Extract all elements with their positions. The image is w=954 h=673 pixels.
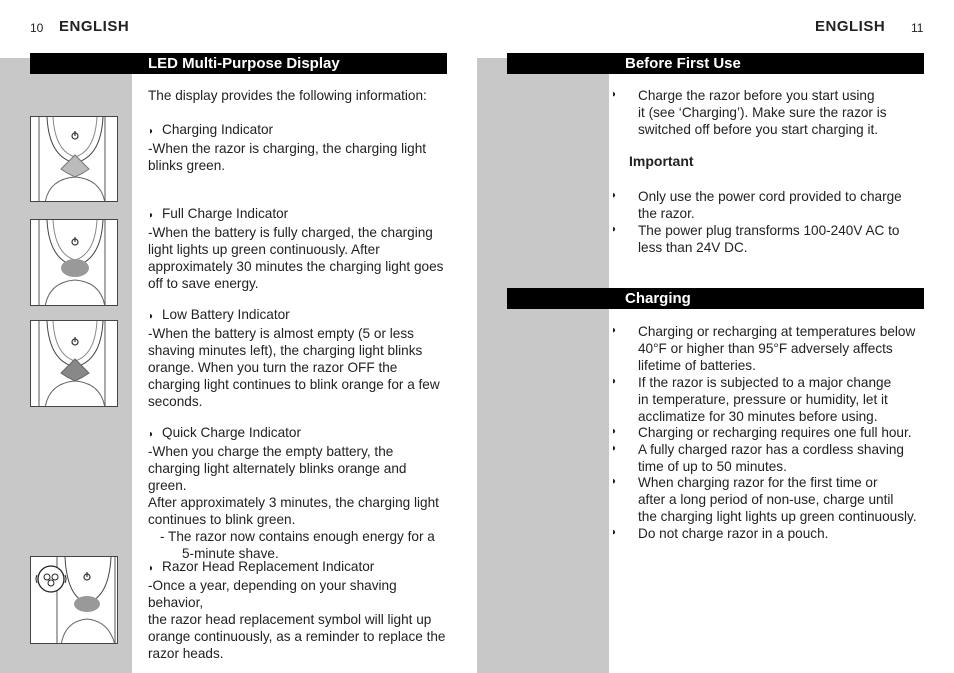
indicator-line: -Once a year, depending on your shaving behavior,	[148, 578, 397, 610]
indicator-subline: 5-minute shave.	[182, 546, 279, 561]
indicator-title: Quick Charge Indicator	[162, 425, 302, 440]
bullet-icon: ◗	[611, 376, 618, 387]
indicator-line: -When you charge the empty battery, the	[148, 444, 394, 459]
bullet-icon: ◗	[148, 210, 155, 221]
indicator-line: seconds.	[148, 394, 203, 409]
text-line: time of up to 50 minutes.	[638, 459, 787, 474]
full-charge-indicator-illustration	[30, 219, 118, 306]
charging-item	[638, 525, 938, 542]
power-icon	[72, 337, 78, 345]
bullet-icon: ◗	[611, 476, 618, 487]
bullet-icon: ◗	[611, 89, 618, 100]
text-line: When charging razor for the first time or	[638, 475, 878, 490]
charging-indicator-illustration	[30, 116, 118, 202]
indicator-line: -When the battery is almost empty (5 or less	[148, 326, 414, 341]
bullet-icon: ◗	[148, 429, 155, 440]
text-line: less than 24V DC.	[638, 240, 748, 255]
charging-item	[638, 474, 938, 525]
text-line: A fully charged razor has a cordless shaving	[638, 442, 904, 457]
text-line: lifetime of batteries.	[638, 358, 756, 373]
indicator-line: continues to blink green.	[148, 512, 296, 527]
indicator-line: razor heads.	[148, 646, 224, 661]
indicator-line: blinks green.	[148, 158, 226, 173]
indicator-line: orange. When you turn the razor OFF the	[148, 360, 398, 375]
razor-head-replacement-illustration	[30, 556, 118, 644]
text-line: The power plug transforms 100-240V AC to	[638, 223, 900, 238]
text-line: acclimatize for 30 minutes before using.	[638, 409, 878, 424]
charging-item	[638, 374, 938, 425]
indicator-line: the razor head replacement symbol will light up	[148, 612, 432, 627]
power-icon	[72, 237, 78, 245]
charging-item	[638, 323, 938, 374]
indicator-quick-charge	[148, 424, 448, 562]
power-icon	[72, 131, 78, 139]
indicator-line: charging light alternately blinks orange and green.	[148, 461, 407, 493]
text-line: If the razor is subjected to a major change	[638, 375, 892, 390]
section-title-before-first-use: Before First Use	[507, 53, 924, 74]
charging-item	[638, 424, 938, 441]
left-page-number: 10	[30, 21, 44, 35]
text-line: after a long period of non-use, charge until	[638, 492, 894, 507]
text-line: Charge the razor before you start using	[638, 88, 875, 103]
section-title-led-display: LED Multi-Purpose Display	[30, 53, 447, 74]
text-line: Do not charge razor in a pouch.	[638, 526, 829, 541]
bullet-icon: ◗	[611, 190, 618, 201]
indicator-line: orange continuously, as a reminder to replace the	[148, 629, 446, 644]
indicator-title: Low Battery Indicator	[162, 307, 290, 322]
text-line: the charging light lights up green continuously.	[638, 509, 917, 524]
text-line: switched off before you start charging it.	[638, 122, 879, 137]
before-first-use-text	[638, 87, 928, 138]
indicator-title: Full Charge Indicator	[162, 206, 289, 221]
text-line: Charging or recharging at temperatures below	[638, 324, 916, 339]
left-page-header: ENGLISH	[59, 18, 130, 35]
indicator-charging	[148, 121, 448, 174]
bullet-icon: ◗	[148, 563, 155, 574]
right-page-number: 11	[911, 21, 924, 35]
indicator-razor-head-replacement	[148, 558, 450, 662]
text-line: it (see ‘Charging’). Make sure the razor is	[638, 105, 887, 120]
text-line: Only use the power cord provided to charge	[638, 189, 902, 204]
indicator-title: Razor Head Replacement Indicator	[162, 559, 375, 574]
right-sidebar-gray	[477, 58, 609, 673]
indicator-line: charging light continues to blink orange for a few	[148, 377, 440, 392]
indicator-line: light lights up green continuously. After	[148, 242, 380, 257]
text-line: the razor.	[638, 206, 695, 221]
bullet-icon: ◗	[611, 224, 618, 235]
section-title-charging: Charging	[507, 288, 924, 309]
indicator-title: Charging Indicator	[162, 122, 274, 137]
indicator-line: -When the razor is charging, the charging light	[148, 141, 427, 156]
text-line: Charging or recharging requires one full hour.	[638, 425, 912, 440]
bullet-icon: ◗	[611, 426, 618, 437]
bullet-icon: ◗	[611, 325, 618, 336]
indicator-line: approximately 30 minutes the charging light goes	[148, 259, 444, 274]
razor-head-icon	[36, 566, 66, 592]
charging-item	[638, 441, 938, 475]
power-icon	[84, 572, 90, 580]
indicator-subline: - The razor now contains enough energy for a	[160, 529, 435, 544]
bullet-icon: ◗	[148, 311, 155, 322]
text-line: in temperature, pressure or humidity, let it	[638, 392, 888, 407]
bullet-icon: ◗	[148, 126, 155, 137]
indicator-line: shaving minutes left), the charging light blinks	[148, 343, 423, 358]
important-label: Important	[629, 153, 694, 169]
important-item	[638, 188, 928, 222]
indicator-full-charge	[148, 205, 448, 292]
bullet-icon: ◗	[611, 527, 618, 538]
indicator-line: -When the battery is fully charged, the charging	[148, 225, 433, 240]
indicator-line: After approximately 3 minutes, the charging light	[148, 495, 439, 510]
indicator-low-battery	[148, 306, 448, 410]
indicator-line: off to save energy.	[148, 276, 259, 291]
bullet-icon: ◗	[611, 443, 618, 454]
important-item	[638, 222, 928, 256]
intro-text: The display provides the following information:	[148, 88, 427, 103]
low-battery-indicator-illustration	[30, 320, 118, 407]
text-line: 40°F or higher than 95°F adversely affects	[638, 341, 893, 356]
right-page-header: ENGLISH	[815, 18, 886, 35]
